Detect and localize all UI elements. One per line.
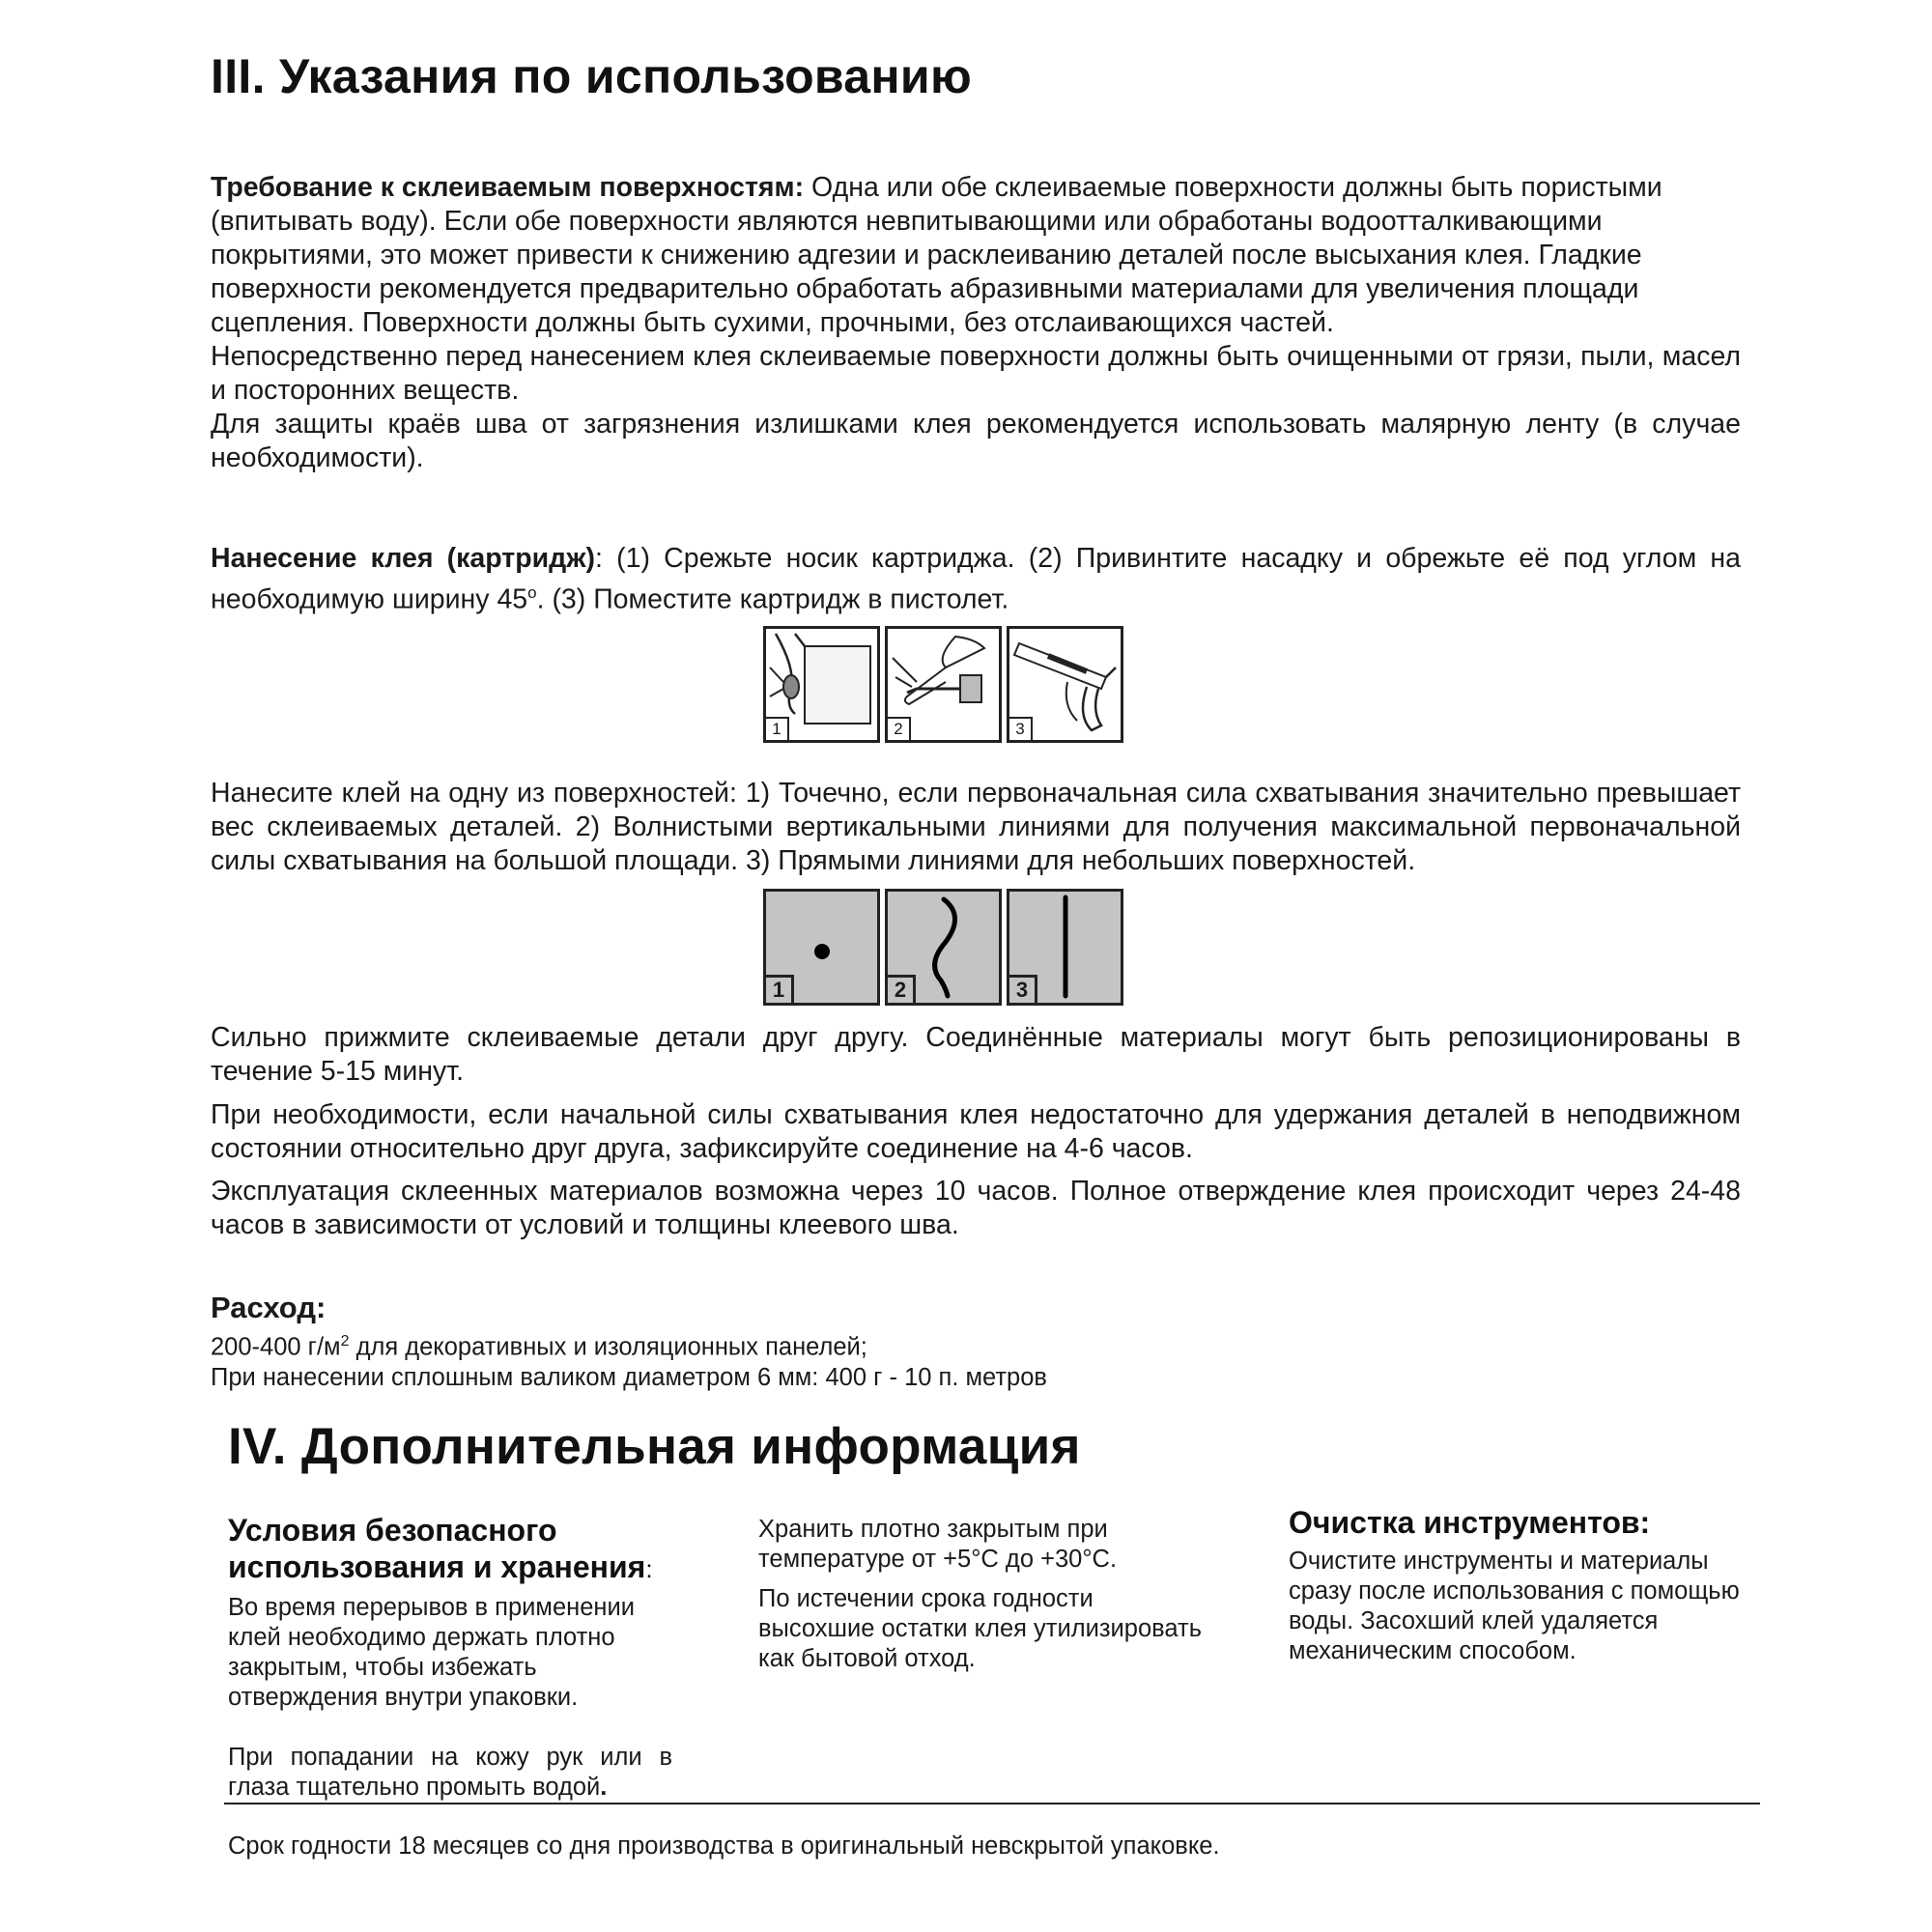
safety-paragraph-2 <box>228 1743 672 1803</box>
apply-paragraph: Нанесите клей на одну из поверхностей: 1) Точечно, если первоначальная сила схватывания значительно превышает вес склеиваемых деталей. 2) Волнистыми вертикальными линиями для получения максимальной первоначальной силы схватывания на большой площади. 3) Прямыми линиями для небольших поверхностей. <box>211 778 1741 876</box>
application-block <box>211 542 1741 617</box>
application-label: Нанесение клея (картридж) <box>211 543 595 574</box>
pattern-1-number: 1 <box>766 975 794 1003</box>
fix-paragraph: При необходимости, если начальной силы схватывания клея недостаточно для удержания деталей в неподвижном состоянии относительно друг друга, зафиксируйте соединение на 4-6 часов. <box>211 1099 1741 1164</box>
safety-title-text: Условия безопасного использования и хранения <box>228 1513 646 1584</box>
cleaning-paragraph: Непосредственно перед нанесением клея склеиваемые поверхности должны быть очищенными от грязи, пыли, масел и посторонних веществ. <box>211 341 1741 406</box>
cartridge-step-3 <box>1007 626 1123 743</box>
tools-column <box>1289 1504 1752 1666</box>
cartridge-step-1 <box>763 626 880 743</box>
pattern-line-panel <box>1007 889 1123 1006</box>
storage-column <box>758 1515 1203 1674</box>
surfaces-block <box>211 171 1741 475</box>
storage-paragraph-2: По истечении срока годности высохшие остатки клея утилизировать как бытовой отход. <box>758 1585 1202 1672</box>
degree-sup: o <box>527 583 537 602</box>
cartridge-step-2-number: 2 <box>888 717 911 740</box>
safety-paragraph-2-text: При попадании на кожу рук или в глаза тщательно промыть водой <box>228 1744 672 1801</box>
tape-paragraph: Для защиты краёв шва от загрязнения излишками клея рекомендуется использовать малярную ленту (в случае необходимости). <box>211 409 1741 473</box>
consumption-block <box>211 1290 1741 1393</box>
pattern-wave-panel <box>885 889 1002 1006</box>
safety-paragraph-1: Во время перерывов в применении клей необходимо держать плотно закрытым, чтобы избежать отверждения внутри упаковки. <box>228 1594 635 1711</box>
shelf-life-block <box>228 1832 1735 1861</box>
consumption-line-1-start: 200-400 г/м <box>211 1333 341 1361</box>
surfaces-paragraph <box>211 171 1741 340</box>
pattern-figure <box>763 889 1123 1006</box>
pattern-dot-panel <box>763 889 880 1006</box>
section-4-title: IV. Дополнительная информация <box>228 1418 1081 1475</box>
cartridge-step-2 <box>885 626 1002 743</box>
cure-paragraph: Эксплуатация склеенных материалов возможна через 10 часов. Полное отверждение клея происходит через 24-48 часов в зависимости от условий и толщины клеевого шва. <box>211 1176 1741 1240</box>
section-3-title: III. Указания по использованию <box>211 49 972 103</box>
pattern-2-number: 2 <box>888 975 916 1003</box>
consumption-line-1 <box>211 1326 1741 1363</box>
safety-title <box>228 1512 672 1587</box>
safety-column <box>228 1512 672 1803</box>
shelf-life-text: Срок годности 18 месяцев со дня производства в оригинальный невскрытой упаковке. <box>228 1833 1220 1860</box>
fix-block <box>211 1098 1741 1166</box>
cure-block <box>211 1175 1741 1242</box>
divider-line <box>224 1803 1760 1804</box>
cartridge-step-3-number: 3 <box>1009 717 1033 740</box>
application-text-after: . (3) Поместите картридж в пистолет. <box>536 583 1009 615</box>
cartridge-figure <box>763 626 1123 743</box>
consumption-line-1-end: для декоративных и изоляционных панелей; <box>349 1333 867 1361</box>
surfaces-label: Требование к склеиваемым поверхностям: <box>211 172 805 203</box>
tools-paragraph: Очистите инструменты и материалы сразу после использования с помощью воды. Засохший клей удаляется механическим способом. <box>1289 1548 1740 1664</box>
surfaces-text: Одна или обе склеиваемые поверхности должны быть пористыми (впитывать воду). Если обе поверхности являются невпитывающими или обработаны водоотталкивающими покрытиями, это может привести к снижению адгезии и расклеиванию деталей после высыхания клея. Гладкие поверхности рекомендуется предварительно обработать абразивными материалами для увеличения площади сцепления. Поверхности должны быть сухими, прочными, без отслаивающихся частей. <box>211 172 1662 338</box>
cartridge-step-1-number: 1 <box>766 717 789 740</box>
pattern-3-number: 3 <box>1009 975 1037 1003</box>
press-block <box>211 1021 1741 1089</box>
apply-block <box>211 777 1741 878</box>
consumption-title: Расход: <box>211 1291 327 1324</box>
consumption-line-2: При нанесении сплошным валиком диаметром 6 мм: 400 г - 10 п. метров <box>211 1363 1047 1391</box>
application-paragraph <box>211 542 1741 617</box>
square-sup: 2 <box>340 1333 350 1350</box>
press-paragraph: Сильно прижмите склеиваемые детали друг другу. Соединённые материалы могут быть репозиционированы в течение 5-15 минут. <box>211 1022 1741 1087</box>
safety-title-colon: : <box>645 1554 653 1583</box>
safety-paragraph-2-end: . <box>600 1774 608 1801</box>
application-text-before: : (1) Срежьте носик картриджа. (2) Привинтите насадку и обрежьте её под углом на необходимую ширину 45 <box>211 543 1741 615</box>
storage-paragraph-1: Хранить плотно закрытым при температуре от +5°C до +30°C. <box>758 1516 1118 1573</box>
tools-title: Очистка инструментов: <box>1289 1505 1651 1540</box>
